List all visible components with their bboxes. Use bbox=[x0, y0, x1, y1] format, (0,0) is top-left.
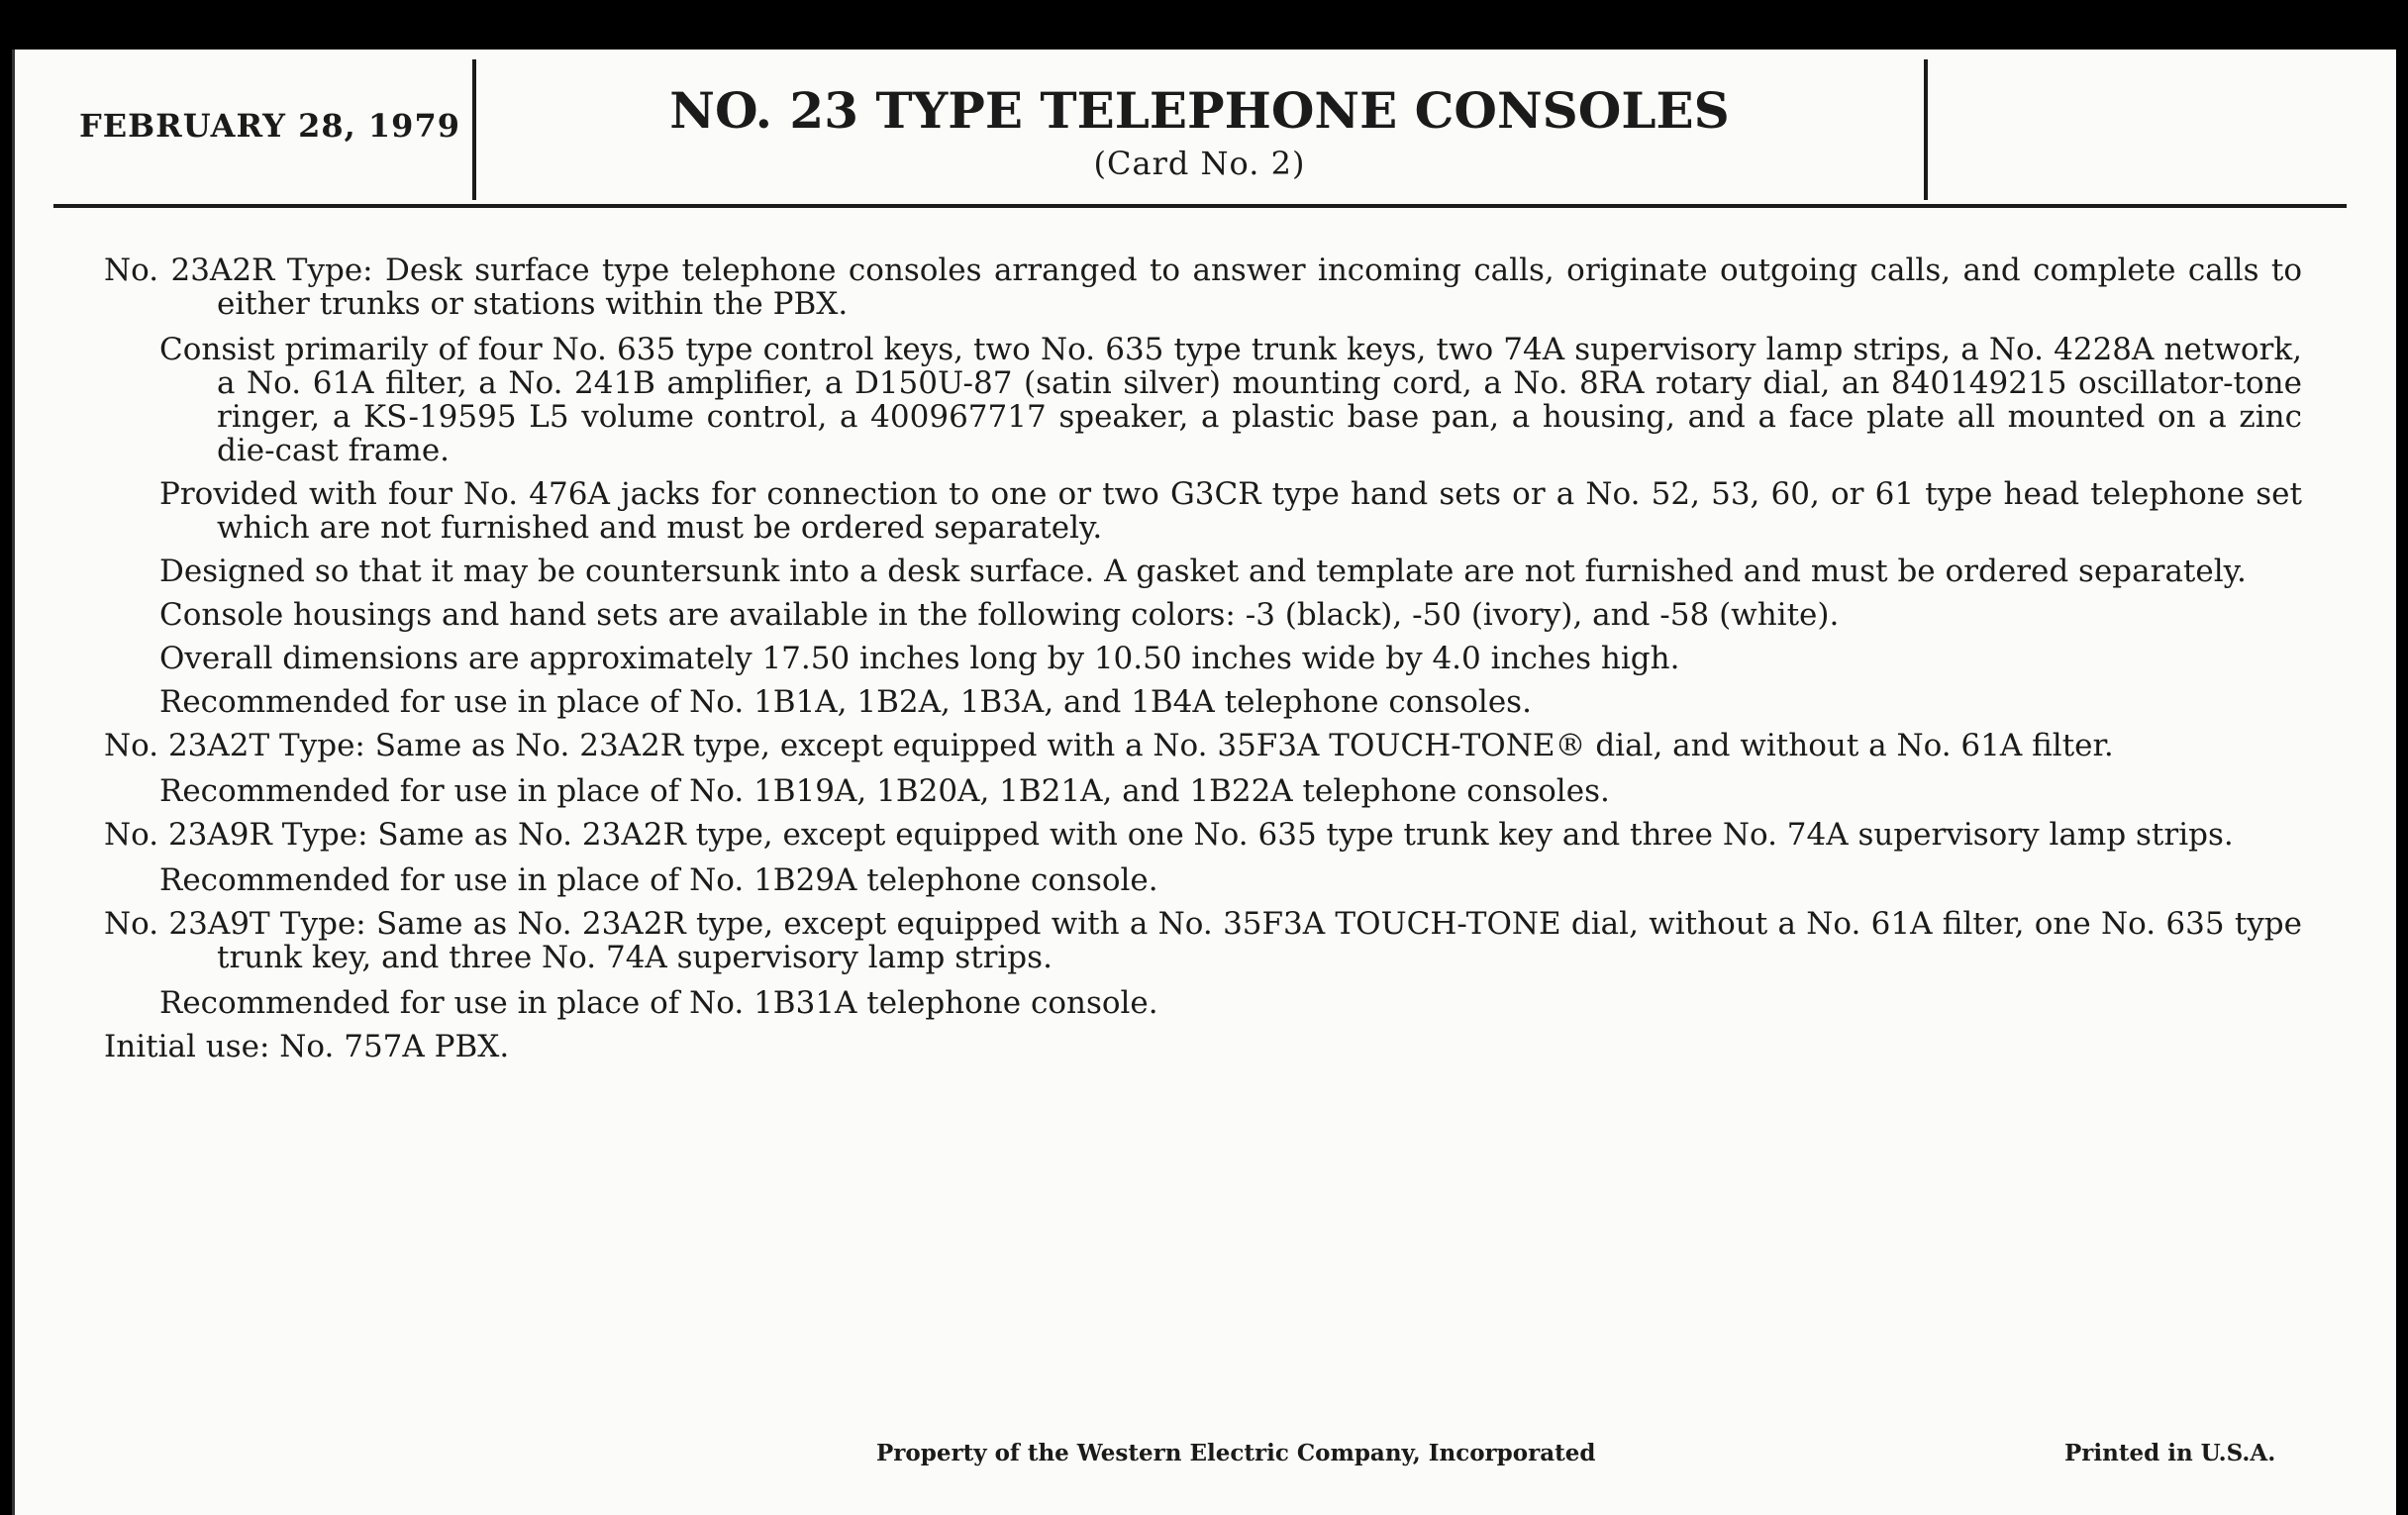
recommendation-23a9r: Recommended for use in place of No. 1B29A telephone console. bbox=[159, 862, 1158, 898]
recommendation-23a2r: Recommended for use in place of No. 1B1A, 1B2A, 1B3A, and 1B4A telephone consoles. bbox=[159, 684, 1532, 720]
type-23a9r-description: No. 23A9R Type: Same as No. 23A2R type, except equipped with one No. 635 type trunk key and three No. 74A supervisory lamp strips. bbox=[104, 817, 2234, 853]
jacks-paragraph: Provided with four No. 476A jacks for connection to one or two G3CR type hand sets or a No. 52, 53, 60, or 61 type head telephone set which are not furnished and must be ordered separately. bbox=[159, 476, 2302, 546]
card-title: NO. 23 TYPE TELEPHONE CONSOLES bbox=[669, 81, 1730, 140]
issue-date: FEBRUARY 28, 1979 bbox=[79, 107, 460, 145]
colors-paragraph: Console housings and hand sets are available in the following colors: -3 (black), -50 (ivory), and -58 (white). bbox=[159, 597, 1840, 633]
card-number: (Card No. 2) bbox=[1093, 145, 1306, 182]
recommendation-23a9t: Recommended for use in place of No. 1B31A telephone console. bbox=[159, 985, 1158, 1021]
printed-notice: Printed in U.S.A. bbox=[2064, 1440, 2276, 1466]
recommendation-23a2t: Recommended for use in place of No. 1B19A, 1B20A, 1B21A, and 1B22A telephone consoles. bbox=[159, 773, 1610, 809]
header-divider-right bbox=[1924, 59, 1928, 200]
property-notice: Property of the Western Electric Company, Incorporated bbox=[876, 1440, 1596, 1466]
type-23a2t-description: No. 23A2T Type: Same as No. 23A2R type, except equipped with a No. 35F3A TOUCH-TONE® dial, and without a No. 61A filter. bbox=[104, 728, 2114, 763]
type-23a2r-description: No. 23A2R Type: Desk surface type telephone consoles arranged to answer incoming calls, originate outgoing calls, and complete calls to either trunks or stations within the PBX. bbox=[104, 252, 2302, 322]
mounting-paragraph: Designed so that it may be countersunk into a desk surface. A gasket and template are not furnished and must be ordered separately. bbox=[159, 554, 2247, 589]
header-rule bbox=[53, 204, 2347, 208]
type-23a9t-description: No. 23A9T Type: Same as No. 23A2R type, except equipped with a No. 35F3A TOUCH-TONE dial, without a No. 61A filter, one No. 635 type trunk key, and three No. 74A supervisory lamp strips. bbox=[104, 906, 2302, 975]
dimensions-paragraph: Overall dimensions are approximately 17.50 inches long by 10.50 inches wide by 4.0 inches high. bbox=[159, 641, 1680, 676]
components-paragraph: Consist primarily of four No. 635 type control keys, two No. 635 type trunk keys, two 74A supervisory lamp strips, a No. 4228A network, a No. 61A filter, a No. 241B amplifier, a D150U-87 (satin silver) mounting cord, a No. 8RA rotary dial, an 840149215 oscillator-tone ringer, a KS-19595 L5 volume control, a 400967717 speaker, a plastic base pan, a housing, and a face plate all mounted on a zinc die-cast frame. bbox=[159, 332, 2302, 468]
initial-use: Initial use: No. 757A PBX. bbox=[104, 1029, 510, 1064]
card-body bbox=[104, 253, 2302, 1075]
